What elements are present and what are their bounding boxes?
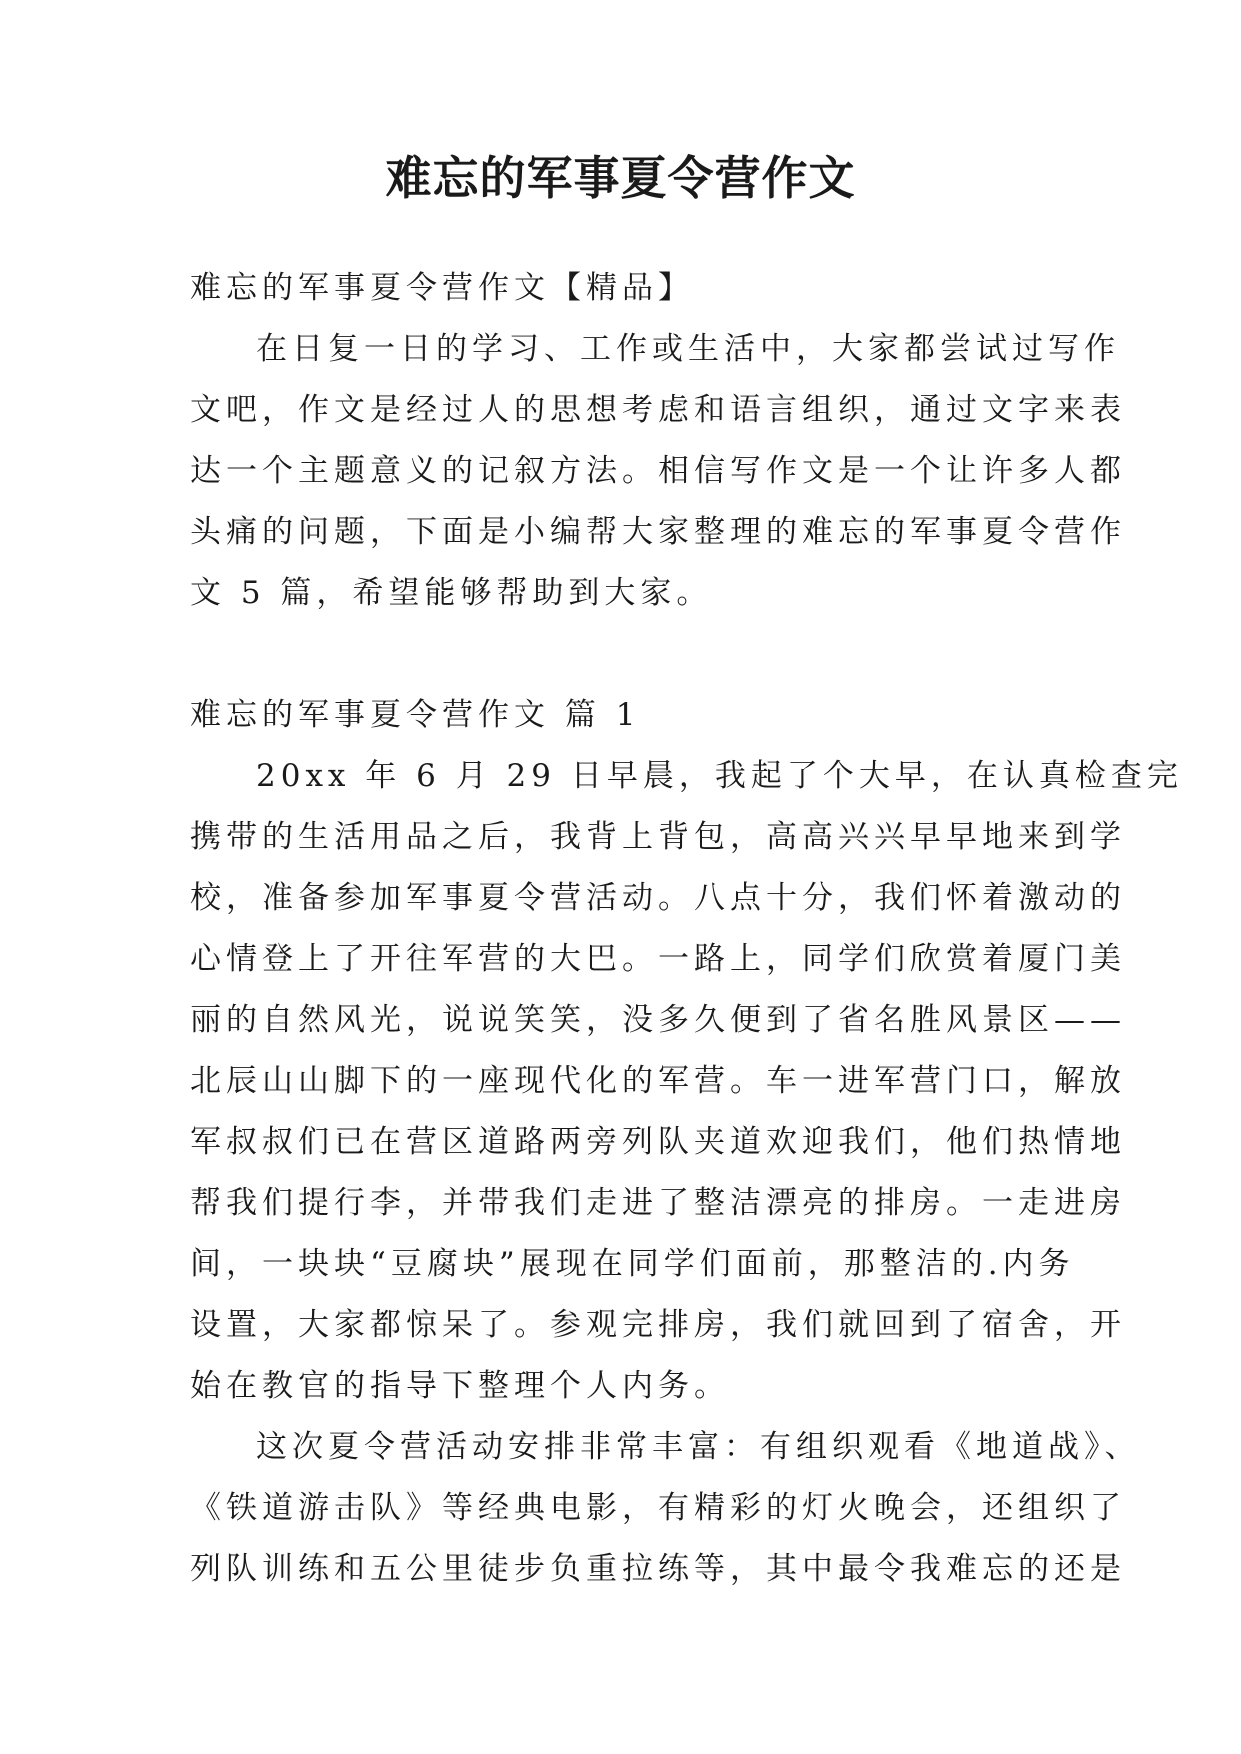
paragraph-line: 军叔叔们已在营区道路两旁列队夹道欢迎我们，他们热情地 [190,1124,1126,1160]
essay-paragraph-2 [190,1417,1141,1600]
essay-paragraph-1 [190,746,1183,1417]
paragraph-line: 文吧，作文是经过人的思想考虑和语言组织，通过文字来表 [190,392,1126,428]
intro-paragraph [190,319,1126,624]
paragraph-line: 《铁道游击队》等经典电影，有精彩的灯火晚会，还组织了 [190,1490,1126,1526]
paragraph-line: 头痛的问题，下面是小编帮大家整理的难忘的军事夏令营作 [190,514,1126,550]
intro-heading: 难忘的军事夏令营作文【精品】 [190,270,694,306]
section-heading: 难忘的军事夏令营作文 篇 1 [190,697,641,733]
paragraph-line: 达一个主题意义的记叙方法。相信写作文是一个让许多人都 [190,453,1126,489]
paragraph-line: 心情登上了开往军营的大巴。一路上，同学们欣赏着厦门美 [190,941,1126,977]
section-spacer [190,624,1050,685]
paragraph-line: 北辰山山脚下的一座现代化的军营。车一进军营门口，解放 [190,1063,1126,1099]
paragraph-line: 这次夏令营活动安排非常丰富：有组织观看《地道战》、 [256,1429,1141,1465]
paragraph-line: 始在教官的指导下整理个人内务。 [190,1368,730,1404]
paragraph-line: 丽的自然风光，说说笑笑，没多久便到了省名胜风景区—— [190,1002,1126,1038]
paragraph-line: 间，一块块“豆腐块”展现在同学们面前，那整洁的.内务 [190,1246,1075,1282]
paragraph-line: 帮我们提行李，并带我们走进了整洁漂亮的排房。一走进房 [190,1185,1126,1221]
paragraph-line: 20xx 年 6 月 29 日早晨，我起了个大早，在认真检查完 [256,758,1183,794]
paragraph-line: 携带的生活用品之后，我背上背包，高高兴兴早早地来到学 [190,819,1126,855]
paragraph-line: 文 5 篇，希望能够帮助到大家。 [190,575,713,611]
document-body [190,258,1183,1600]
document-title: 难忘的军事夏令营作文 [385,151,856,205]
paragraph-line: 列队训练和五公里徒步负重拉练等，其中最令我难忘的还是 [190,1551,1126,1587]
paragraph-line: 设置，大家都惊呆了。参观完排房，我们就回到了宿舍，开 [190,1307,1126,1343]
paragraph-line: 校，准备参加军事夏令营活动。八点十分，我们怀着激动的 [190,880,1126,916]
paragraph-line: 在日复一日的学习、工作或生活中，大家都尝试过写作 [256,331,1120,367]
